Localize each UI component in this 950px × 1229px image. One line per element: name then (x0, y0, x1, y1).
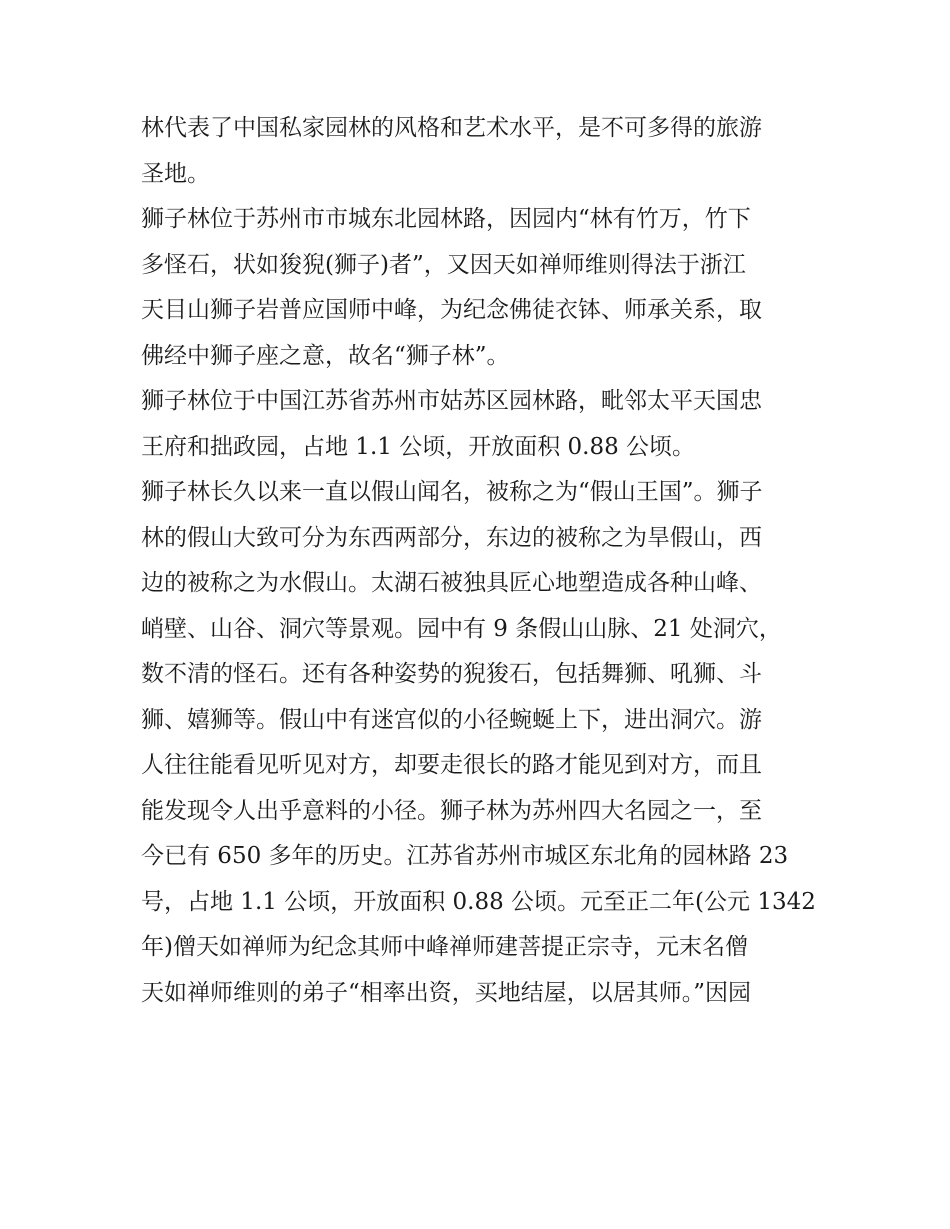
text-line: 天如禅师维则的弟子“相率出资，买地结屋，以居其师。”因园 (141, 979, 752, 1006)
text-line: 年)僧天如禅师为纪念其师中峰禅师建菩提正宗寺，元末名僧 (141, 934, 748, 960)
text-line: 林的假山大致可分为东西两部分，东边的被称之为旱假山，西 (141, 524, 762, 551)
text-line: 能发现令人出乎意料的小径。狮子林为苏州四大名园之一，至 (141, 797, 762, 824)
text-line: 狮、嬉狮等。假山中有迷宫似的小径蜿蜒上下，进出洞穴。游 (141, 706, 762, 733)
text-line: 狮子林位于苏州市市城东北园林路，因园内“林有竹万，竹下 (141, 206, 751, 232)
text-line: 狮子林长久以来一直以假山闻名，被称之为“假山王国”。狮子 (141, 479, 763, 505)
text-line: 狮子林位于中国江苏省苏州市姑苏区园林路，毗邻太平天国忠 (141, 388, 762, 414)
text-line: 圣地。 (141, 160, 210, 187)
text-line: 数不清的怪石。还有各种姿势的猊狻石，包括舞狮、吼狮、斗 (141, 661, 762, 687)
text-line: 号，占地 1.1 公顷，开放面积 0.88 公顷。元至正二年(公元 1342 (141, 888, 816, 915)
text-line: 边的被称之为水假山。太湖石被独具匠心地塑造成各种山峰、 (141, 570, 762, 596)
text-line: 王府和拙政园，占地 1.1 公顷，开放面积 0.88 公顷。 (141, 433, 696, 460)
text-line: 多怪石，状如狻猊(狮子)者”，又因天如禅师维则得法于浙江 (141, 251, 746, 278)
text-line: 佛经中狮子座之意，故名“狮子林”。 (141, 342, 510, 369)
text-line: 峭壁、山谷、洞穴等景观。园中有 9 条假山山脉、21 处洞穴， (141, 615, 782, 642)
text-line: 今已有 650 多年的历史。江苏省苏州市城区东北角的园林路 23 (141, 843, 789, 869)
text-line: 天目山狮子岩普应国师中峰，为纪念佛徒衣钵、师承关系，取 (141, 297, 762, 323)
body-text (141, 106, 821, 1016)
text-line: 人往往能看见听见对方，却要走很长的路才能见到对方，而且 (141, 752, 762, 778)
text-line: 林代表了中国私家园林的风格和艺术水平，是不可多得的旅游 (141, 115, 762, 141)
